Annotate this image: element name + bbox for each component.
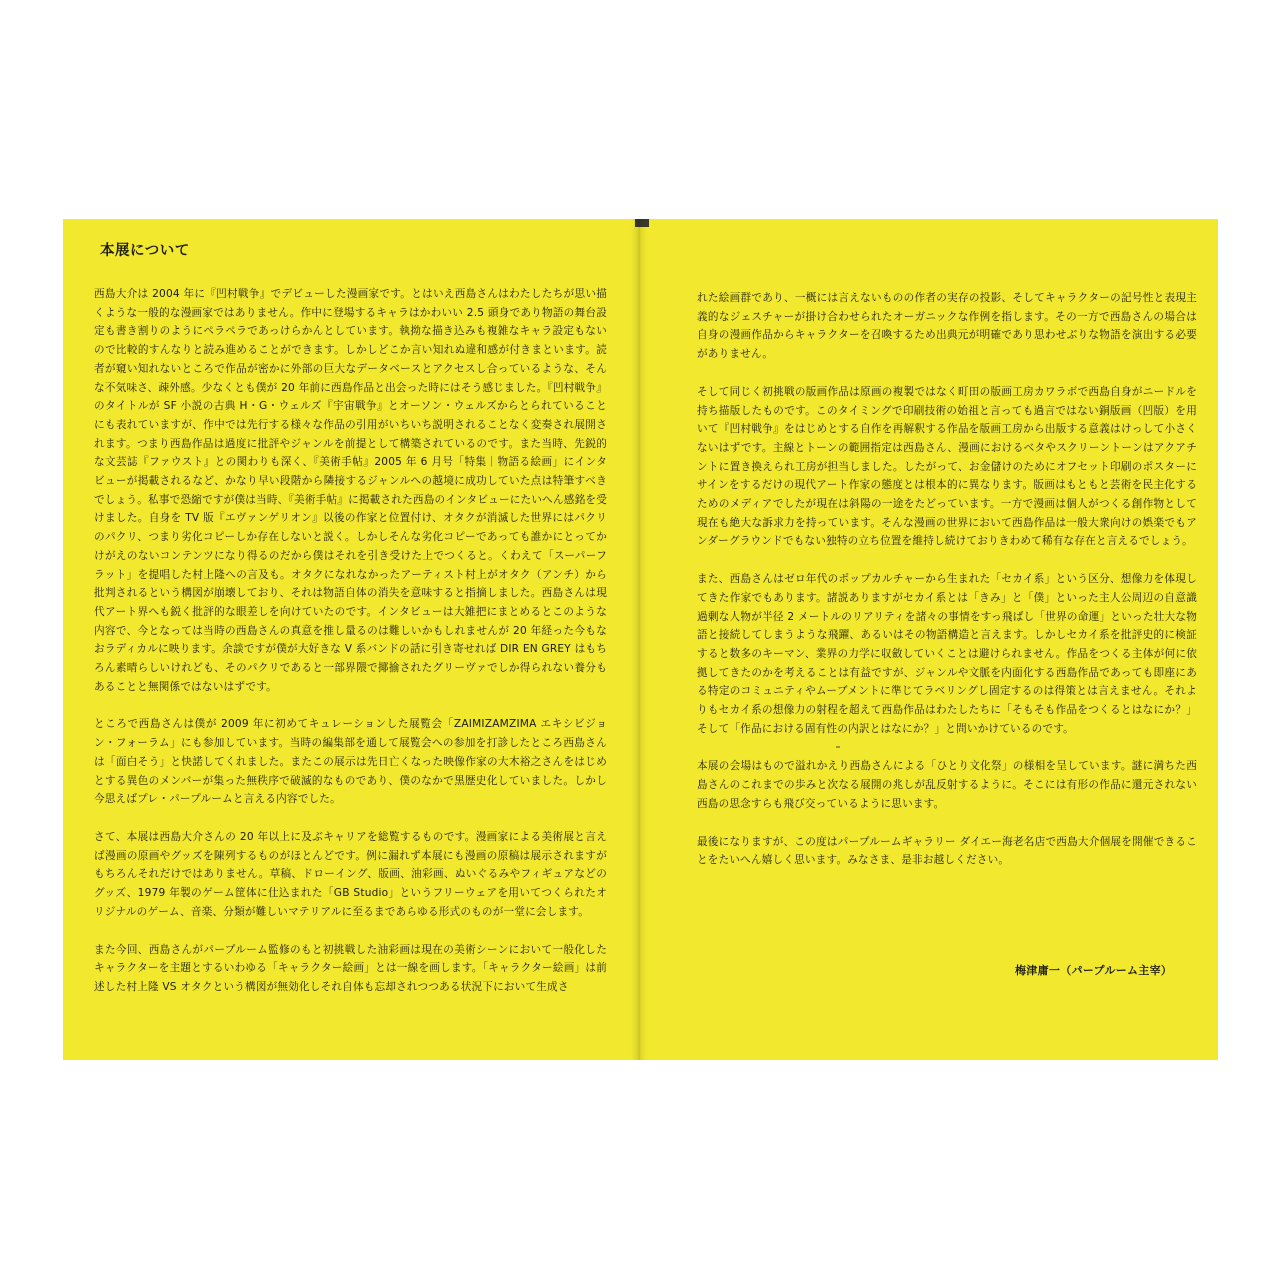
- page-gutter: [631, 219, 647, 1060]
- paragraph: 西島大介は 2004 年に『凹村戦争』でデビューした漫画家です。とはいえ西島さんはわたしたちが思い描くような一般的な漫画家ではありません。作中に登場するキャラはかわいい 2.5 頭身であり物語の舞台設定も書き割りのようにペラペラであっけらかんとしています。執拗な描き込みも複雑なキャラ設定もないので比較的すんなりと読み進めることができます。しかしどこか言い知れぬ違和感が付きまといます。読者が窺い知れないところで作品が密かに外部の巨大なデータベースとアクセスし合っているような、そんな不気味さ、疎外感。少なくとも僕が 20 年前に西島作品と出会った時にはそう感じました。『凹村戦争』のタイトルが SF 小説の古典 H・G・ウェルズ『宇宙戦争』とオーソン・ウェルズからとられていることにも表れていますが、作中では先行する様々な作品の引用がいちいち説明されることなく変奏され展開されます。つまり西島作品は過度に批評やジャンルを前提として構築されているのです。また当時、先鋭的な文芸誌『ファウスト』との関わりも深く、『美術手帖』2005 年 6 月号「特集｜物語る絵画」にインタビューが掲載されるなど、かなり早い段階から隣接するジャンルへの越境に成功していた点は特筆すべきでしょう。私事で恐縮ですが僕は当時、『美術手帖』に掲載された西島のインタビューにたいへん感銘を受けました。自身を TV 版『エヴァンゲリオン』以後の作家と位置付け、オタクが消滅した世界にはパクリのパクリ、つまり劣化コピーしか存在しないと説く。しかしそんな劣化コピーであっても誰かにとってかけがえのないコンテンツになり得るのだから僕はそれを引き受けた上でつくると。くわえて「スーパーフラット」を提唱した村上隆への言及も。オタクになれなかったアーティスト村上がオタク（アンチ）から批判されるという構図が崩壊しており、それは物語自体の消失を意味すると指摘しました。西島さんは現代アート界へも鋭く批評的な眼差しを向けていたのです。インタビューは大雑把にまとめるとこのような内容で、今となっては当時の西島さんの真意を推し量るのは難しいかもしれませんが 20 年経った今もなおラディカルに映ります。余談ですが僕が大好きな V 系バンドの話に引き寄せれば DIR EN GREY はもちろん素晴らしいけれども、そのパクリであると一部界隈で揶揄されたグリーヴァでしか得られない養分もあることと無関係ではないはずです。: [94, 288, 607, 693]
- page-heading: 本展について: [100, 243, 190, 259]
- author-signature: 梅津庸一（パープルーム主宰）: [1015, 964, 1173, 977]
- paragraph: 最後になりますが、この度はパープルームギャラリー ダイエー海老名店で西島大介個展を開催できることをたいへん嬉しく思います。みなさま、是非お越しください。: [697, 835, 1197, 867]
- paragraph: れた絵画群であり、一概には言えないものの作者の実存の投影、そしてキャラクターの記号性と表現主義的なジェスチャーが掛け合わせられたオーガニックな作例を指します。その一方で西島さんの場合は自身の漫画作品からキャラクターを召喚するため出典元が明確であり思わせぶりな物語を演出する必要がありません。: [697, 292, 1197, 361]
- right-page: [647, 219, 1218, 1060]
- paragraph: ところで西島さんは僕が 2009 年に初めてキュレーションした展覧会「ZAIMIZAMZIMA エキシビジョン・フォーラム」にも参加しています。当時の編集部を通して展覧会への参加を打診したところ西島さんは「面白そう」と快諾してくれました。またこの展示は先日亡くなった映像作家の大木裕之さんをはじめとする異色のメンバーが集った無秩序で破滅的なものであり、僕のなかで黒歴史化していました。しかし今思えばプレ・パープルームと言える内容でした。: [94, 718, 607, 806]
- paragraph: そして同じく初挑戦の版画作品は原画の複製ではなく町田の版画工房カワラボで西島自身がニードルを持ち描版したものです。このタイミングで印刷技術の始祖と言っても過言ではない銅版画（凹版）を用いて『凹村戦争』をはじめとする自作を再解釈する作品を版画工房から出版する意義はけっして小さくないはずです。主線とトーンの範囲指定は西島さん、漫画におけるベタやスクリーントーンはアクアチントに置き換えられ工房が担当しました。したがって、お金儲けのためにオフセット印刷のポスターにサインをするだけの現代アート作家の態度とは根本的に異なります。版画はもともと芸術を民主化するためのメディアでしたが現在は斜陽の一途をたどっています。一方で漫画は個人がつくる創作物として現在も絶大な訴求力を持っています。そんな漫画の世界において西島作品は一般大衆向けの娯楽でもアンダーグラウンドでもない独特の立ち位置を維持し続けておりきわめて稀有な存在と言えるでしょう。: [697, 385, 1197, 548]
- paragraph: また今回、西島さんがパープルーム監修のもと初挑戦した油彩画は現在の美術シーンにおいて一般化したキャラクターを主題とするいわゆる「キャラクター絵画」とは一線を画します。「キャラクター絵画」は前述した村上隆 VS オタクという構図が無効化しそれ自体も忘却されつつある状況下において生成さ: [94, 943, 607, 993]
- paragraph: 本展の会場はもので溢れかえり西島さんによる「ひとり文化祭」の様相を呈しています。謎に満ちた西島さんのこれまでの歩みと次なる展開の兆しが乱反射するように。そこには有形の作品に還元されない西島の思念すらも飛び交っているように思います。: [697, 760, 1197, 810]
- left-page: [63, 219, 639, 1060]
- booklet-spread: [63, 219, 1218, 1060]
- left-page-body: [94, 285, 607, 1016]
- print-speck: [836, 746, 840, 748]
- paragraph: さて、本展は西島大介さんの 20 年以上に及ぶキャリアを総覧するものです。漫画家による美術展と言えば漫画の原画やグッズを陳列するものがほとんどです。例に漏れず本展にも漫画の原稿は展示されますがもちろんそれだけではありません。草稿、ドローイング、版画、油彩画、ぬいぐるみやフィギュアなどのグッズ、1979 年製のゲーム筐体に仕込まれた「GB Studio」というフリーウェアを用いてつくられたオリジナルのゲーム、音楽、分類が難しいマテリアルに至るまであらゆる形式のものが一堂に会します。: [94, 830, 607, 918]
- right-page-body: [697, 289, 1197, 889]
- paragraph: また、西島さんはゼロ年代のポップカルチャーから生まれた「セカイ系」という区分、想像力を体現してきた作家でもあります。諸説ありますがセカイ系とは「きみ」と「僕」といった主人公周辺の自意識過剰な人物が半径 2 メートルのリアリティを諸々の事情をすっ飛ばし「世界の命運」といった壮大な物語と接続してしまうような飛躍、あるいはその物語構造と言えます。しかしセカイ系を批評史的に検証すると数多のキーマン、業界の力学に収斂していくことは避けられません。作品をつくる主体が何に依拠してきたのかを考えることは有益ですが、ジャンルや文脈を内面化する西島作品であっても即座にある特定のコミュニティやムーブメントに準じてラベリングし固定するのは得策とは言えません。それよりもセカイ系の想像力の射程を超えて西島作品はわたしたちに「そもそも作品をつくるとはなにか？」そして「作品における固有性の内訳とはなにか？」と問いかけているのです。: [697, 573, 1197, 735]
